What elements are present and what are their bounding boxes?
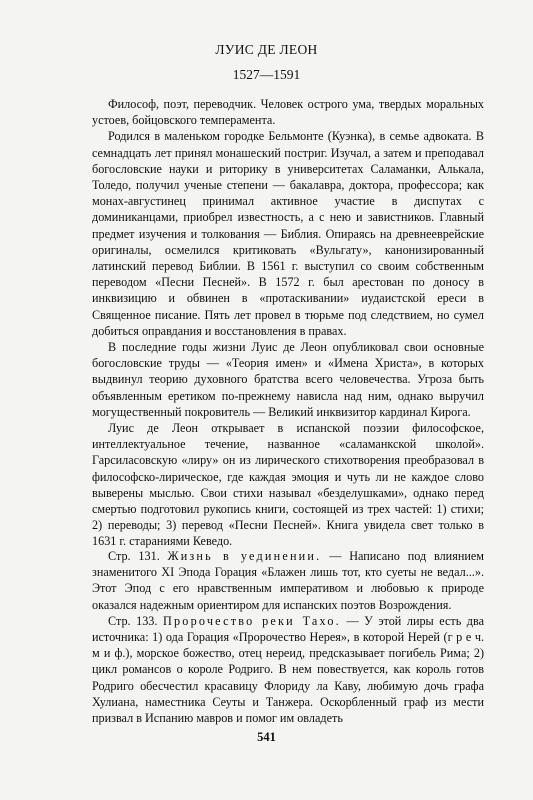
note-page-ref: Стр. 131.	[108, 549, 160, 563]
note-poem-title: Пророчество реки Тахо.	[162, 613, 341, 628]
commentary-note	[92, 613, 484, 726]
note-poem-title: Жизнь в уединении.	[167, 549, 322, 563]
bio-paragraph: Философ, поэт, переводчик. Человек острого ума, твердых моральных устоев, бойцовского темперамента.	[92, 97, 484, 128]
commentary-section	[92, 548, 484, 726]
bio-paragraph: Родился в маленьком городке Бельмонте (Куэнка), в семье адвоката. В семнадцать лет принял монашеский постриг. Изучал, а затем и преподавал богословские науки и риторику в университетах Саламанки, Алькала, Толедо, получил ученые степени — бакалавра, доктора, профессора; как монах-августинец принимал активное участие в диспутах с доминиканцами, приобрел известность, а с нею и завистников. Главный предмет изучения и толкования — Библия. Опираясь на древнееврейские оригиналы, осмелился критиковать «Вульгату», канонизированный латинский перевод Библии. В 1561 г. выступил со своим собственным переводом «Песни Песней». В 1572 г. был арестован по доносу в инквизицию и обвинен в «протаскивании» иудаистской ереси в Священное писание. Пять лет провел в тюрьме под следствием, но сумел добиться оправдания и восстановления в правах.	[92, 129, 484, 338]
biography-section	[92, 96, 484, 550]
note-text: — Написано под влиянием знаменитого XI Эпода Горация «Блажен лишь тот, кто суеты не ведал...». Этот Эпод с его нравственным императивом и любовью к природе оказался надежным ориентиром для испанских поэтов Возрождения.	[92, 549, 484, 612]
bio-paragraph: В последние годы жизни Луис де Леон опубликовал свои основные богословские труды — «Теория имен» и «Имена Христа», в которых выдвинул теорию духовного братства всего человечества. Угроза быть объявленным еретиком по-прежнему нависла над ним, однако выручил могущественный покровитель — Великий инквизитор кардинал Кирога.	[92, 340, 484, 419]
page-number: 541	[257, 730, 276, 744]
note-page-ref: Стр. 133.	[108, 613, 158, 628]
commentary-note	[92, 548, 484, 613]
bio-paragraph: Луис де Леон открывает в испанской поэзии философское, интеллектуальное течение, названное «саламанкской школой». Гарсиласовскую «лиру» он из лирического стихотворения преобразовал в философско-лирическое, где каждая эмоция и чуть ли не каждое слово выверены мыслью. Свои стихи называл «безделушками», однако перед смертью подготовил рукопись книги, состоящей из трех частей: 1) стихи; 2) переводы; 3) перевод «Песни Песней». Книга увидела свет только в 1631 г. стараниями Кеведо.	[92, 421, 484, 549]
author-lifespan: 1527—1591	[232, 67, 301, 82]
author-name-heading: ЛУИС ДЕ ЛЕОН	[215, 42, 318, 57]
note-text: — У этой лиры есть два источника: 1) ода Горация «Пророчество Нерея», в которой Нерей (г р е ч. м и ф.), морское божество, отец нереид, предсказывает погибель Рима; 2) цикл романсов о короле Родриго. В нем повествуется, как король готов Родриго обесчестил красавицу Флориду ла Каву, любимую дочь графа Хулиана, наместника Сеуты и Танжера. Оскорбленный граф из мести призвал в Испанию мавров и помог им овладеть	[92, 613, 485, 726]
